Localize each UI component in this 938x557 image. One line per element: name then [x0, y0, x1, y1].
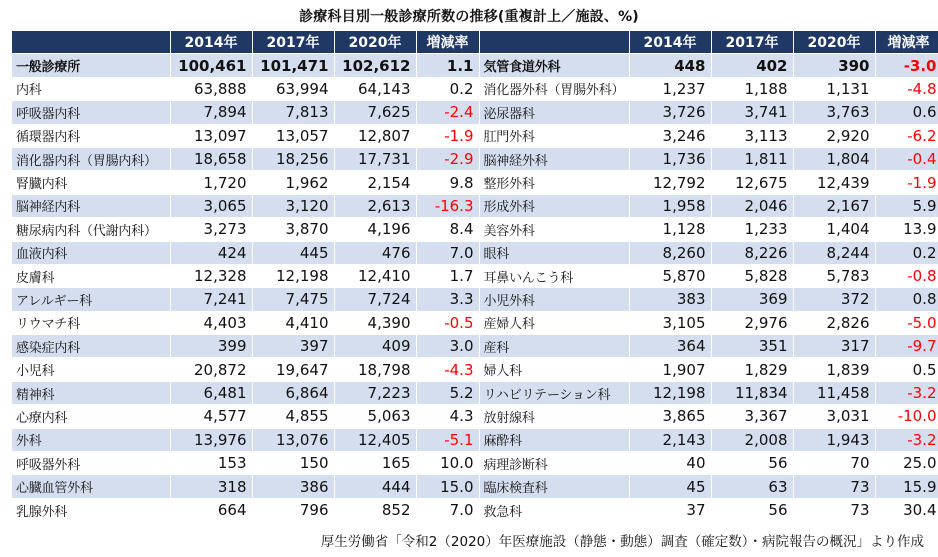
count-cell: 3,726 [629, 101, 711, 124]
department-name: 小児外科 [479, 288, 629, 311]
header-cell [12, 31, 170, 54]
count-cell: 4,196 [334, 218, 416, 241]
count-cell: 13,097 [170, 124, 252, 147]
department-name: 形成外科 [479, 194, 629, 217]
department-name: 外科 [12, 428, 170, 451]
count-cell: 1,907 [629, 358, 711, 381]
count-cell: 1,962 [252, 171, 334, 194]
count-cell: 409 [334, 335, 416, 358]
table-row [12, 335, 938, 358]
header-cell: 2020年 [793, 31, 875, 54]
count-cell: 476 [334, 241, 416, 264]
count-cell: 4,577 [170, 405, 252, 428]
change-rate-cell: 1.7 [416, 264, 479, 287]
change-rate-cell: -3.2 [875, 381, 938, 404]
department-name: 救急科 [479, 498, 629, 521]
table-row [12, 147, 938, 170]
department-name: リハビリテーション科 [479, 381, 629, 404]
change-rate-cell: 4.3 [416, 405, 479, 428]
count-cell: 12,439 [793, 171, 875, 194]
count-cell: 45 [629, 475, 711, 498]
count-cell: 2,976 [711, 311, 793, 334]
department-name: リウマチ科 [12, 311, 170, 334]
department-name: 耳鼻いんこう科 [479, 264, 629, 287]
count-cell: 318 [170, 475, 252, 498]
count-cell: 2,143 [629, 428, 711, 451]
count-cell: 2,920 [793, 124, 875, 147]
count-cell: 390 [793, 54, 875, 77]
count-cell: 12,675 [711, 171, 793, 194]
change-rate-cell: -3.2 [875, 428, 938, 451]
department-name: 消化器外科（胃腸外科） [479, 77, 629, 100]
table-row [12, 101, 938, 124]
change-rate-cell: -1.9 [416, 124, 479, 147]
table-row [12, 218, 938, 241]
department-name: 整形外科 [479, 171, 629, 194]
count-cell: 4,403 [170, 311, 252, 334]
count-cell: 7,223 [334, 381, 416, 404]
department-name: 気管食道外科 [479, 54, 629, 77]
count-cell: 1,237 [629, 77, 711, 100]
clinic-count-table [12, 31, 938, 522]
table-row [12, 428, 938, 451]
count-cell: 17,731 [334, 147, 416, 170]
count-cell: 73 [793, 498, 875, 521]
count-cell: 5,063 [334, 405, 416, 428]
count-cell: 796 [252, 498, 334, 521]
department-name: 内科 [12, 77, 170, 100]
count-cell: 63 [711, 475, 793, 498]
change-rate-cell: 3.0 [416, 335, 479, 358]
count-cell: 3,741 [711, 101, 793, 124]
count-cell: 5,783 [793, 264, 875, 287]
count-cell: 101,471 [252, 54, 334, 77]
change-rate-cell: 7.0 [416, 241, 479, 264]
department-name: 消化器内科（胃腸内科） [12, 147, 170, 170]
change-rate-cell: 0.6 [875, 101, 938, 124]
department-name: 糖尿病内科（代謝内科） [12, 218, 170, 241]
source-note: 厚生労働省「令和2（2020）年医療施設（静態・動態）調査（確定数）・病院報告の概況」より作成 [320, 534, 924, 550]
count-cell: 3,065 [170, 194, 252, 217]
count-cell: 165 [334, 452, 416, 475]
department-name: 婦人科 [479, 358, 629, 381]
table-row [12, 241, 938, 264]
change-rate-cell: 13.9 [875, 218, 938, 241]
department-name: 心療内科 [12, 405, 170, 428]
change-rate-cell: -6.2 [875, 124, 938, 147]
count-cell: 1,829 [711, 358, 793, 381]
table-row [12, 171, 938, 194]
change-rate-cell: 5.9 [875, 194, 938, 217]
table-row [12, 264, 938, 287]
count-cell: 3,031 [793, 405, 875, 428]
count-cell: 852 [334, 498, 416, 521]
count-cell: 1,128 [629, 218, 711, 241]
count-cell: 3,120 [252, 194, 334, 217]
count-cell: 18,798 [334, 358, 416, 381]
count-cell: 12,198 [629, 381, 711, 404]
change-rate-cell: 1.1 [416, 54, 479, 77]
department-name: 眼科 [479, 241, 629, 264]
header-cell [479, 31, 629, 54]
count-cell: 6,481 [170, 381, 252, 404]
change-rate-cell: 3.3 [416, 288, 479, 311]
count-cell: 20,872 [170, 358, 252, 381]
count-cell: 4,390 [334, 311, 416, 334]
count-cell: 3,273 [170, 218, 252, 241]
count-cell: 8,226 [711, 241, 793, 264]
department-name: 小児科 [12, 358, 170, 381]
change-rate-cell: -5.1 [416, 428, 479, 451]
count-cell: 1,720 [170, 171, 252, 194]
change-rate-cell: 0.2 [416, 77, 479, 100]
department-name: 美容外科 [479, 218, 629, 241]
count-cell: 63,994 [252, 77, 334, 100]
table-title: 診療科目別一般診療所数の推移(重複計上／施設、%) [299, 9, 639, 25]
count-cell: 372 [793, 288, 875, 311]
count-cell: 18,658 [170, 147, 252, 170]
table-row [12, 498, 938, 521]
count-cell: 7,475 [252, 288, 334, 311]
change-rate-cell: -5.0 [875, 311, 938, 334]
table-row [12, 452, 938, 475]
count-cell: 317 [793, 335, 875, 358]
count-cell: 56 [711, 498, 793, 521]
header-row [12, 31, 938, 54]
department-name: 放射線科 [479, 405, 629, 428]
count-cell: 424 [170, 241, 252, 264]
count-cell: 664 [170, 498, 252, 521]
count-cell: 364 [629, 335, 711, 358]
table-row [12, 475, 938, 498]
table-row [12, 54, 938, 77]
change-rate-cell: -2.4 [416, 101, 479, 124]
count-cell: 6,864 [252, 381, 334, 404]
count-cell: 399 [170, 335, 252, 358]
count-cell: 1,958 [629, 194, 711, 217]
table-row [12, 311, 938, 334]
count-cell: 383 [629, 288, 711, 311]
count-cell: 11,834 [711, 381, 793, 404]
department-name: 肛門外科 [479, 124, 629, 147]
change-rate-cell: -0.5 [416, 311, 479, 334]
count-cell: 63,888 [170, 77, 252, 100]
count-cell: 19,647 [252, 358, 334, 381]
department-name: 心臓血管外科 [12, 475, 170, 498]
change-rate-cell: 0.5 [875, 358, 938, 381]
count-cell: 13,976 [170, 428, 252, 451]
count-cell: 7,724 [334, 288, 416, 311]
change-rate-cell: -3.0 [875, 54, 938, 77]
count-cell: 8,260 [629, 241, 711, 264]
change-rate-cell: 9.8 [416, 171, 479, 194]
table-body [12, 54, 938, 522]
table-row [12, 194, 938, 217]
count-cell: 56 [711, 452, 793, 475]
count-cell: 1,811 [711, 147, 793, 170]
table-row [12, 77, 938, 100]
department-name: 産科 [479, 335, 629, 358]
count-cell: 448 [629, 54, 711, 77]
count-cell: 2,826 [793, 311, 875, 334]
count-cell: 3,865 [629, 405, 711, 428]
count-cell: 1,839 [793, 358, 875, 381]
count-cell: 1,131 [793, 77, 875, 100]
count-cell: 402 [711, 54, 793, 77]
count-cell: 13,057 [252, 124, 334, 147]
table-row [12, 405, 938, 428]
count-cell: 12,405 [334, 428, 416, 451]
department-name: 麻酔科 [479, 428, 629, 451]
count-cell: 3,113 [711, 124, 793, 147]
count-cell: 2,167 [793, 194, 875, 217]
department-name: 泌尿器科 [479, 101, 629, 124]
table-row [12, 381, 938, 404]
change-rate-cell: -16.3 [416, 194, 479, 217]
department-name: 臨床検査科 [479, 475, 629, 498]
count-cell: 7,241 [170, 288, 252, 311]
change-rate-cell: 30.4 [875, 498, 938, 521]
header-cell: 2014年 [629, 31, 711, 54]
change-rate-cell: 10.0 [416, 452, 479, 475]
change-rate-cell: 0.8 [875, 288, 938, 311]
count-cell: 12,410 [334, 264, 416, 287]
count-cell: 444 [334, 475, 416, 498]
change-rate-cell: 5.2 [416, 381, 479, 404]
count-cell: 7,625 [334, 101, 416, 124]
count-cell: 386 [252, 475, 334, 498]
count-cell: 1,736 [629, 147, 711, 170]
change-rate-cell: 0.2 [875, 241, 938, 264]
count-cell: 153 [170, 452, 252, 475]
count-cell: 5,828 [711, 264, 793, 287]
count-cell: 1,188 [711, 77, 793, 100]
header-cell: 増減率 [416, 31, 479, 54]
count-cell: 3,763 [793, 101, 875, 124]
count-cell: 5,870 [629, 264, 711, 287]
header-cell: 2017年 [711, 31, 793, 54]
change-rate-cell: -0.8 [875, 264, 938, 287]
count-cell: 369 [711, 288, 793, 311]
count-cell: 102,612 [334, 54, 416, 77]
count-cell: 37 [629, 498, 711, 521]
count-cell: 1,804 [793, 147, 875, 170]
count-cell: 445 [252, 241, 334, 264]
count-cell: 351 [711, 335, 793, 358]
count-cell: 7,813 [252, 101, 334, 124]
count-cell: 3,870 [252, 218, 334, 241]
change-rate-cell: -10.0 [875, 405, 938, 428]
count-cell: 1,943 [793, 428, 875, 451]
count-cell: 13,076 [252, 428, 334, 451]
count-cell: 7,894 [170, 101, 252, 124]
count-cell: 2,008 [711, 428, 793, 451]
department-name: 腎臓内科 [12, 171, 170, 194]
header-cell: 2020年 [334, 31, 416, 54]
count-cell: 12,198 [252, 264, 334, 287]
count-cell: 18,256 [252, 147, 334, 170]
count-cell: 1,233 [711, 218, 793, 241]
count-cell: 4,410 [252, 311, 334, 334]
header-cell: 2017年 [252, 31, 334, 54]
count-cell: 100,461 [170, 54, 252, 77]
change-rate-cell: -9.7 [875, 335, 938, 358]
department-name: 呼吸器外科 [12, 452, 170, 475]
header-cell: 増減率 [875, 31, 938, 54]
department-name: 乳腺外科 [12, 498, 170, 521]
count-cell: 3,367 [711, 405, 793, 428]
count-cell: 4,855 [252, 405, 334, 428]
department-name: 一般診療所 [12, 54, 170, 77]
change-rate-cell: -4.3 [416, 358, 479, 381]
table-row [12, 288, 938, 311]
table-row [12, 358, 938, 381]
count-cell: 150 [252, 452, 334, 475]
count-cell: 3,246 [629, 124, 711, 147]
count-cell: 12,792 [629, 171, 711, 194]
department-name: 皮膚科 [12, 264, 170, 287]
change-rate-cell: 15.9 [875, 475, 938, 498]
count-cell: 64,143 [334, 77, 416, 100]
change-rate-cell: 8.4 [416, 218, 479, 241]
count-cell: 2,613 [334, 194, 416, 217]
change-rate-cell: -2.9 [416, 147, 479, 170]
department-name: 感染症内科 [12, 335, 170, 358]
table-row [12, 124, 938, 147]
count-cell: 40 [629, 452, 711, 475]
count-cell: 70 [793, 452, 875, 475]
change-rate-cell: 25.0 [875, 452, 938, 475]
change-rate-cell: -0.4 [875, 147, 938, 170]
department-name: 精神科 [12, 381, 170, 404]
count-cell: 2,046 [711, 194, 793, 217]
department-name: 脳神経外科 [479, 147, 629, 170]
count-cell: 73 [793, 475, 875, 498]
department-name: 循環器内科 [12, 124, 170, 147]
change-rate-cell: -1.9 [875, 171, 938, 194]
department-name: 血液内科 [12, 241, 170, 264]
department-name: 呼吸器内科 [12, 101, 170, 124]
department-name: 産婦人科 [479, 311, 629, 334]
department-name: 病理診断科 [479, 452, 629, 475]
department-name: アレルギー科 [12, 288, 170, 311]
count-cell: 12,328 [170, 264, 252, 287]
count-cell: 3,105 [629, 311, 711, 334]
count-cell: 11,458 [793, 381, 875, 404]
change-rate-cell: 15.0 [416, 475, 479, 498]
change-rate-cell: -4.8 [875, 77, 938, 100]
count-cell: 1,404 [793, 218, 875, 241]
header-cell: 2014年 [170, 31, 252, 54]
count-cell: 2,154 [334, 171, 416, 194]
count-cell: 12,807 [334, 124, 416, 147]
change-rate-cell: 7.0 [416, 498, 479, 521]
count-cell: 397 [252, 335, 334, 358]
department-name: 脳神経内科 [12, 194, 170, 217]
count-cell: 8,244 [793, 241, 875, 264]
